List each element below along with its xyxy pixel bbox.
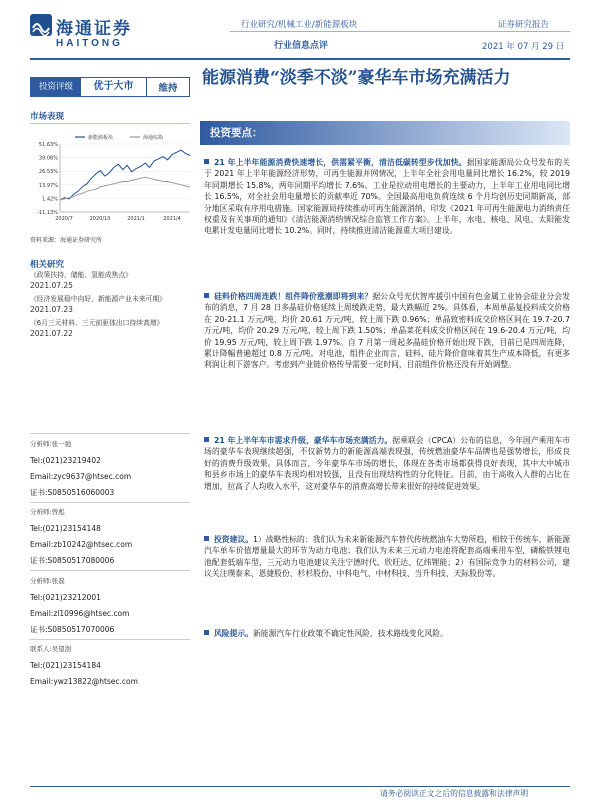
- footer-disclaimer: 请务必阅读正文之后的信息披露和法律声明: [380, 789, 529, 798]
- key-point-body: 据国家能源局公众号发布的关于 2021 年上半年能源经济形势，可再生能源并网情况，上半年全社会用电量同比增长 16.2%，较 2019 年同期增长 15.8%，两年同期平均增长 7.6%。工业是拉动用电增长的主要动力，上半年工业用电同比增长 16.5%，对全社会用电量增长的贡献率近 70%。全国最高用电负荷连续 6 个月均创历史同期新高，部分地区采取有序用电措施。国家能源局持续推动可再生能源消纳，印发《2021 年可再生能源电力消纳责任权重及有关事项的通知》《清洁能源消纳情况综合监管工作方案》。上半年，水电、核电、风电、太阳能发电累计发电量同比增长 10.2%。同时，持续推进清洁能源重大项目建设。: [204, 158, 571, 236]
- key-point-lead: 投资建议。: [214, 535, 254, 544]
- bullet-icon: [204, 630, 209, 635]
- analyst-divider: [30, 502, 190, 503]
- chart-legend-label: 海通综指: [143, 135, 164, 141]
- related-heading: 相关研究: [30, 260, 65, 270]
- report-type: 行业信息点评: [274, 41, 329, 51]
- analyst-email[interactable]: Email:ywz13822@htsec.com: [30, 677, 138, 687]
- analyst-phone: Tel:(021)23212001: [30, 592, 101, 602]
- header-divider-thin: [230, 31, 570, 32]
- chart-x-tick-label: 2021/4: [163, 216, 181, 222]
- chart-source: 资料来源：海通证券研究所: [30, 237, 103, 244]
- analyst-email[interactable]: Email:zl10996@htsec.com: [30, 608, 130, 618]
- analyst-name: 联系人:吴望澍: [30, 645, 72, 654]
- key-point-lead: 21 年上半年能源消费快速增长，供需紧平衡，清洁低碳转型步伐加快。: [214, 158, 467, 167]
- key-point-paragraph: [204, 291, 570, 371]
- key-point-paragraph: [204, 534, 570, 580]
- analyst-phone: Tel:(021)23154184: [30, 661, 101, 671]
- key-point-body: 据乘联会（CPCA）公布的信息，今年国产乘用车市场的豪华车表现继续超强，不仅新势力的新能源高端表现强，传统燃油豪华车品牌也是强势增长，形成良好的消费升级效果。具体而言，今年豪华车市场的增长，体现在各类市场都获得良好表现，其中大中城市和县乡市场上的豪华车表现均相对较强，且没有出现结构性的分化特征。目前，由于高收入人群的占比在增加，拉高了人均收入水平，这对豪华车的消费高增长带来很好的持续促进效果。: [204, 436, 571, 491]
- analyst-divider: [30, 639, 190, 640]
- analyst-name: 分析师:曾彪: [30, 508, 65, 517]
- key-point-body: 1）战略性标的：我们认为未来新能源汽车替代传统燃油车大势所趋，相较于传统车，新能源汽车单车价值增量最大的环节为动力电池；我们认为未来三元动力电池将配套高端乘用车型，磷酸铁锂电池配套低端车型，三元动力电池建议关注宁德时代、欣旺达、亿纬锂能；2）有国际竞争力的材料公司，建议关注璞泰来、恩捷股份、杉杉股份、中科电气、中材科技、当升科技、天际股份等。: [204, 535, 570, 579]
- key-point-paragraph: [204, 157, 570, 237]
- market-chart: [30, 132, 195, 227]
- report-label: 证券研究报告: [498, 20, 550, 30]
- analyst-divider: [30, 570, 190, 571]
- market-chart-svg: [30, 132, 195, 227]
- haitong-logo-icon: [30, 14, 52, 36]
- chart-x-tick-label: 2020/10: [89, 216, 111, 222]
- market-heading: 市场表现: [30, 112, 65, 122]
- logo-english-text: HAITONG: [56, 38, 123, 49]
- related-item-date: 2021.07.23: [30, 305, 73, 314]
- key-point-body: 新能源汽车行业政策不确定性风险，技术路线变化风险。: [252, 629, 448, 638]
- report-date: 2021 年 07 月 29 日: [482, 42, 565, 52]
- chart-y-tick-label: 39.08%: [38, 155, 58, 162]
- chart-y-tick-label: 51.63%: [38, 142, 58, 148]
- chart-y-tick-label: 1.42%: [42, 196, 58, 203]
- chart-legend-label: 新能源板块: [88, 135, 114, 141]
- related-item-title[interactable]: 《经济发展稳中向好，新能源产业未来可期》: [30, 295, 166, 303]
- related-research-list: [30, 270, 195, 342]
- report-header: [0, 0, 600, 58]
- rating-label: 投资评级: [31, 78, 81, 96]
- analyst-email[interactable]: Email:zb10242@htsec.com: [30, 540, 133, 550]
- analyst-divider: [30, 433, 190, 434]
- key-point-lead: 21 年上半年车市需求升级，豪华车市场充满活力。: [214, 436, 393, 445]
- chart-y-tick-label: 13.97%: [38, 182, 58, 189]
- bullet-icon: [204, 159, 209, 164]
- chart-y-tick-label: -11.13%: [37, 210, 58, 216]
- bullet-icon: [204, 536, 209, 541]
- analyst-cert: 证书:S0850517070006: [30, 624, 115, 634]
- chart-x-tick-label: 2021/1: [127, 216, 145, 222]
- key-point-paragraph: [204, 628, 570, 639]
- key-point-lead: 风险提示。: [214, 629, 253, 638]
- chart-x-tick-label: 2020/7: [55, 216, 73, 222]
- key-point-paragraph: [204, 435, 570, 492]
- rating-change: 维持: [158, 83, 178, 94]
- footer-divider: [30, 786, 570, 787]
- analyst-email[interactable]: Email:zyc9637@htsec.com: [30, 471, 132, 481]
- report-title: 能源消费“淡季不淡”豪华车市场充满活力: [202, 68, 511, 88]
- rating-value: 优于大市: [81, 78, 147, 96]
- bullet-icon: [204, 293, 209, 298]
- related-item-date: 2021.07.22: [30, 329, 73, 338]
- logo-chinese-text: 海通证券: [56, 19, 132, 39]
- market-heading-divider: [30, 123, 190, 124]
- chart-series-line: [60, 177, 190, 200]
- related-item-title[interactable]: 《6月三元材料、三元前驱体出口持续高增》: [30, 319, 164, 327]
- key-points-heading: 投资要点：: [210, 127, 263, 139]
- company-logo: [30, 14, 165, 54]
- investment-rating: [30, 77, 190, 97]
- key-point-lead: 硅料价格四周连跌！组件降价涨潮即将到来？: [214, 292, 373, 301]
- key-point-body: 据公众号光伏智库援引中国有色金属工业协会硅业分会发布的消息，7 月 28 日多晶硅价格延续上周缓跌走势，最大跌幅近 2%。具体看，本周单晶复投料成交价格在 20-21.1 万元/吨，均价 20.61 万元/吨，较上周下跌 0.96%；单晶致密料成交价格区间在 19.7-20.7 万元/吨，均价 20.29 万元/吨，较上周下跌 1.50%；单晶菜花料成交价格区间在 19.6-20.4 万元/吨，均价 19.95 万元/吨，较上周下跌 1.97%。自 7 月第一周起多晶硅价格开始出现下跌，目前已是四周连降，累计降幅普遍超过 0.8 万元/吨。对电池，组件企业而言，硅料、硅片降价意味着其生产成本降低，有更多利润让利下游客户。考虑到产业链价格传导需要一定时间，目前组件价格还没有开始调整。: [204, 292, 571, 370]
- analyst-cert: 证书:S0850517080006: [30, 556, 115, 566]
- related-item-date: 2021.07.25: [30, 281, 73, 290]
- analyst-cert: 证书:S0850516060003: [30, 487, 115, 497]
- related-item-title[interactable]: 《政策扶持，储能、氢能成焦点》: [30, 271, 132, 279]
- report-categories: 行业研究/机械工业/新能源板块: [241, 20, 358, 30]
- analyst-name: 分析师:张一弛: [30, 439, 72, 448]
- bullet-icon: [204, 437, 209, 442]
- analyst-list: [30, 432, 195, 690]
- chart-y-tick-label: 26.53%: [38, 169, 58, 176]
- analyst-phone: Tel:(021)23219402: [30, 455, 101, 465]
- analyst-name: 分析师:张磊: [30, 576, 65, 585]
- header-divider: [30, 58, 570, 60]
- analyst-phone: Tel:(021)23154148: [30, 524, 101, 534]
